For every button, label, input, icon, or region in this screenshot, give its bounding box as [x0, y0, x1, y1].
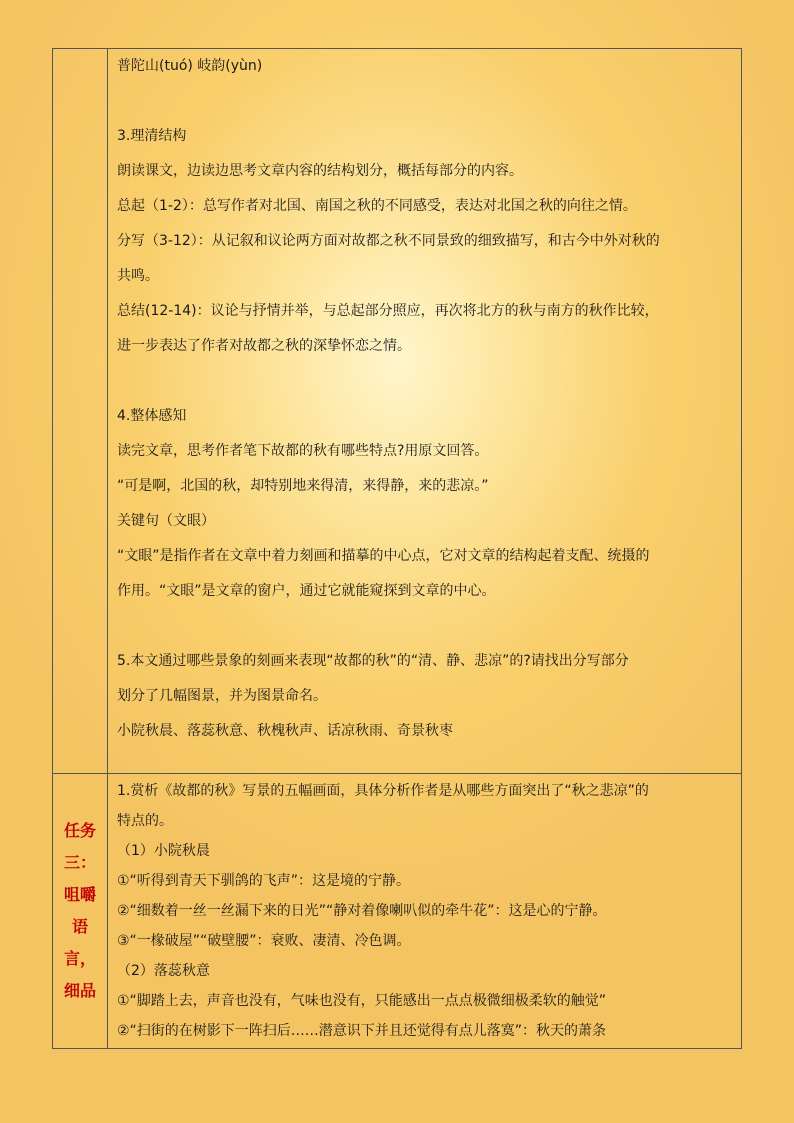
task-line: 1.赏析《故都的秋》写景的五幅画面，具体分析作者是从哪些方面突出了“秋之悲凉”的 — [117, 783, 649, 799]
task-line: ②“细数着一丝一丝漏下来的日光”“静对着像喇叭似的牵牛花”：这是心的宁静。 — [117, 903, 607, 919]
text-line: 总结(12-14)：议论与抒情并举，与总起部分照应，再次将北方的秋与南方的秋作比较， — [117, 303, 659, 319]
lesson-table — [52, 48, 742, 1049]
text-line: 总起（1-2）：总写作者对北国、南国之秋的不同感受，表达对北国之秋的向往之情。 — [117, 198, 637, 214]
task-line: 特点的。 — [117, 813, 173, 829]
task-line: ①“脚踏上去，声音也没有，气味也没有，只能感出一点点极微细极柔软的触觉” — [117, 993, 607, 1009]
task-content — [108, 774, 741, 1048]
upper-content — [108, 49, 741, 773]
left-cell-empty — [53, 49, 108, 774]
blank-line — [117, 613, 735, 648]
text-line: 朗读课文，边读边思考文章内容的结构划分，概括每部分的内容。 — [117, 163, 523, 179]
upper-content-cell — [108, 49, 742, 774]
text-line: 共鸣。 — [117, 268, 159, 284]
text-line: 小院秋晨、落蕊秋意、秋槐秋声、话凉秋雨、奇景秋枣 — [117, 723, 453, 739]
text-line: 进一步表达了作者对故都之秋的深挚怀恋之情。 — [117, 338, 411, 354]
text-line: 4.整体感知 — [117, 408, 187, 424]
task-row — [53, 774, 742, 1049]
upper-row — [53, 49, 742, 774]
text-line: “文眼”是指作者在文章中着力刻画和描摹的中心点，它对文章的结构起着支配、统摄的 — [117, 548, 650, 564]
task-content-cell — [108, 774, 742, 1049]
task-line: （1）小院秋晨 — [117, 843, 210, 859]
task-line: ②“扫街的在树影下一阵扫后……潜意识下并且还觉得有点儿落寞”：秋天的萧条 — [117, 1023, 607, 1039]
text-line: “可是啊，北国的秋，却特别地来得清，来得静，来的悲凉。” — [117, 478, 489, 494]
text-line: 作用。“文眼”是文章的窗户，通过它就能窥探到文章的中心。 — [117, 583, 496, 599]
task-line: （2）落蕊秋意 — [117, 963, 210, 979]
blank-line — [117, 88, 735, 123]
text-line: 读完文章，思考作者笔下故都的秋有哪些特点?用原文回答。 — [117, 443, 489, 459]
text-line: 普陀山(tuó) 岐韵(yùn) — [117, 58, 263, 74]
task-line: ①“听得到青天下驯鸽的飞声”：这是境的宁静。 — [117, 873, 411, 889]
task-label-cell — [53, 774, 108, 1049]
text-line: 3.理清结构 — [117, 128, 187, 144]
text-line: 划分了几幅图景，并为图景命名。 — [117, 688, 327, 704]
text-line: 5.本文通过哪些景象的刻画来表现“故都的秋”的“清、静、悲凉”的?请找出分写部分 — [117, 653, 629, 669]
text-line: 分写（3-12）：从记叙和议论两方面对故都之秋不同景致的细致描写，和古今中外对秋的 — [117, 233, 660, 249]
task-line: ③“一椽破屋”“破壁腰”：衰败、凄清、冷色调。 — [117, 933, 411, 949]
task-title: 任务三：咀嚼语言，细品 — [63, 821, 96, 1000]
text-line: 关键句（文眼） — [117, 513, 215, 529]
blank-line — [117, 368, 735, 403]
